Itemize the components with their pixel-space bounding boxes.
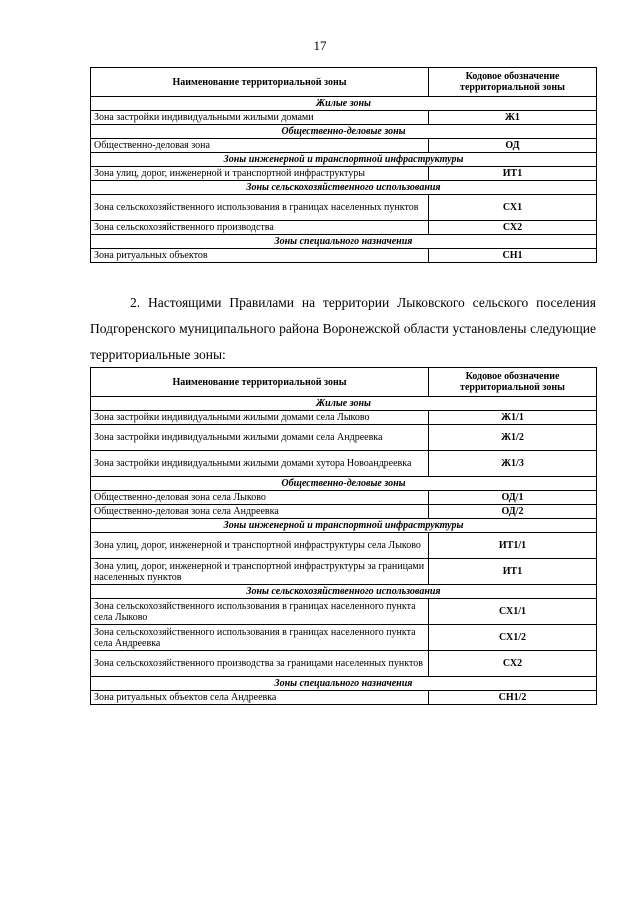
zone-name: Зона ритуальных объектов села Андреевка — [91, 691, 429, 705]
zone-code: ИТ1 — [429, 559, 597, 585]
zone-code: Ж1/3 — [429, 451, 597, 477]
zone-code: Ж1/1 — [429, 411, 597, 425]
zone-code: ОД/1 — [429, 491, 597, 505]
zone-group-row — [91, 519, 597, 533]
zone-group-title: Общественно-деловые зоны — [91, 125, 597, 139]
zone-code: ИТ1/1 — [429, 533, 597, 559]
zone-row — [91, 411, 597, 425]
zone-group-title: Зоны сельскохозяйственного использования — [91, 585, 597, 599]
zone-group-row — [91, 181, 597, 195]
zone-row — [91, 221, 597, 235]
zone-code: СХ1/1 — [429, 599, 597, 625]
zone-code: СХ2 — [429, 651, 597, 677]
zone-name: Зона улиц, дорог, инженерной и транспортной инфраструктуры села Лыково — [91, 533, 429, 559]
zone-name: Общественно-деловая зона села Лыково — [91, 491, 429, 505]
zone-name: Зона застройки индивидуальными жилыми домами — [91, 111, 429, 125]
zone-name: Зона улиц, дорог, инженерной и транспортной инфраструктуры за границами населенных пунктов — [91, 559, 429, 585]
zone-name: Общественно-деловая зона — [91, 139, 429, 153]
zone-row — [91, 195, 597, 221]
zone-row — [91, 111, 597, 125]
zone-group-row — [91, 97, 597, 111]
column-header-zone-name: Наименование территориальной зоны — [91, 368, 429, 397]
zone-name: Зона сельскохозяйственного использования в границах населенных пунктов — [91, 195, 429, 221]
zone-name: Зона застройки индивидуальными жилыми домами села Лыково — [91, 411, 429, 425]
zone-group-title: Зоны сельскохозяйственного использования — [91, 181, 597, 195]
zone-row — [91, 451, 597, 477]
zone-name: Зона сельскохозяйственного использования в границах населенного пункта села Лыково — [91, 599, 429, 625]
zone-code: СХ1 — [429, 195, 597, 221]
zones-table-lykovo — [90, 367, 597, 705]
zone-group-title: Общественно-деловые зоны — [91, 477, 597, 491]
zone-row — [91, 425, 597, 451]
zone-row — [91, 139, 597, 153]
zone-group-title: Жилые зоны — [91, 397, 597, 411]
column-header-zone-code: Кодовое обозначение территориальной зоны — [429, 368, 597, 397]
zone-code: СН1 — [429, 249, 597, 263]
body-paragraph — [90, 290, 596, 368]
zone-row — [91, 249, 597, 263]
zone-group-row — [91, 397, 597, 411]
zone-row — [91, 533, 597, 559]
zone-code: ОД — [429, 139, 597, 153]
page-number: 17 — [313, 38, 327, 53]
table-header-row — [91, 368, 597, 397]
zone-name: Зона улиц, дорог, инженерной и транспортной инфраструктуры — [91, 167, 429, 181]
column-header-zone-code: Кодовое обозначение территориальной зоны — [429, 68, 597, 97]
zone-row — [91, 491, 597, 505]
zone-row — [91, 691, 597, 705]
zone-code: Ж1 — [429, 111, 597, 125]
zone-group-title: Жилые зоны — [91, 97, 597, 111]
zone-group-row — [91, 677, 597, 691]
zone-group-row — [91, 153, 597, 167]
zone-name: Зона сельскохозяйственного использования в границах населенного пункта села Андреевка — [91, 625, 429, 651]
paragraph-text: 2. Настоящими Правилами на территории Лыковского сельского поселения Подгоренского муниципального района Воронежской области установлены следующие территориальные зоны: — [90, 295, 596, 362]
zone-name: Зона сельскохозяйственного производства — [91, 221, 429, 235]
zone-group-title: Зоны инженерной и транспортной инфраструктуры — [91, 153, 597, 167]
zone-group-row — [91, 235, 597, 249]
table-header-row — [91, 68, 597, 97]
zones-table-general — [90, 67, 597, 263]
zone-name: Зона сельскохозяйственного производства за границами населенных пунктов — [91, 651, 429, 677]
zone-code: СН1/2 — [429, 691, 597, 705]
zone-group-title: Зоны специального назначения — [91, 677, 597, 691]
zone-row — [91, 167, 597, 181]
zone-name: Зона ритуальных объектов — [91, 249, 429, 263]
zone-row — [91, 599, 597, 625]
zone-name: Зона застройки индивидуальными жилыми домами села Андреевка — [91, 425, 429, 451]
zone-group-row — [91, 125, 597, 139]
zone-group-title: Зоны инженерной и транспортной инфраструктуры — [91, 519, 597, 533]
zone-code: Ж1/2 — [429, 425, 597, 451]
zone-code: СХ2 — [429, 221, 597, 235]
zone-group-row — [91, 585, 597, 599]
zone-row — [91, 625, 597, 651]
zone-row — [91, 505, 597, 519]
zone-code: ОД/2 — [429, 505, 597, 519]
zone-row — [91, 559, 597, 585]
zone-group-title: Зоны специального назначения — [91, 235, 597, 249]
zone-code: СХ1/2 — [429, 625, 597, 651]
zone-code: ИТ1 — [429, 167, 597, 181]
zone-name: Общественно-деловая зона села Андреевка — [91, 505, 429, 519]
zone-name: Зона застройки индивидуальными жилыми домами хутора Новоандреевка — [91, 451, 429, 477]
zone-group-row — [91, 477, 597, 491]
column-header-zone-name: Наименование территориальной зоны — [91, 68, 429, 97]
zone-row — [91, 651, 597, 677]
